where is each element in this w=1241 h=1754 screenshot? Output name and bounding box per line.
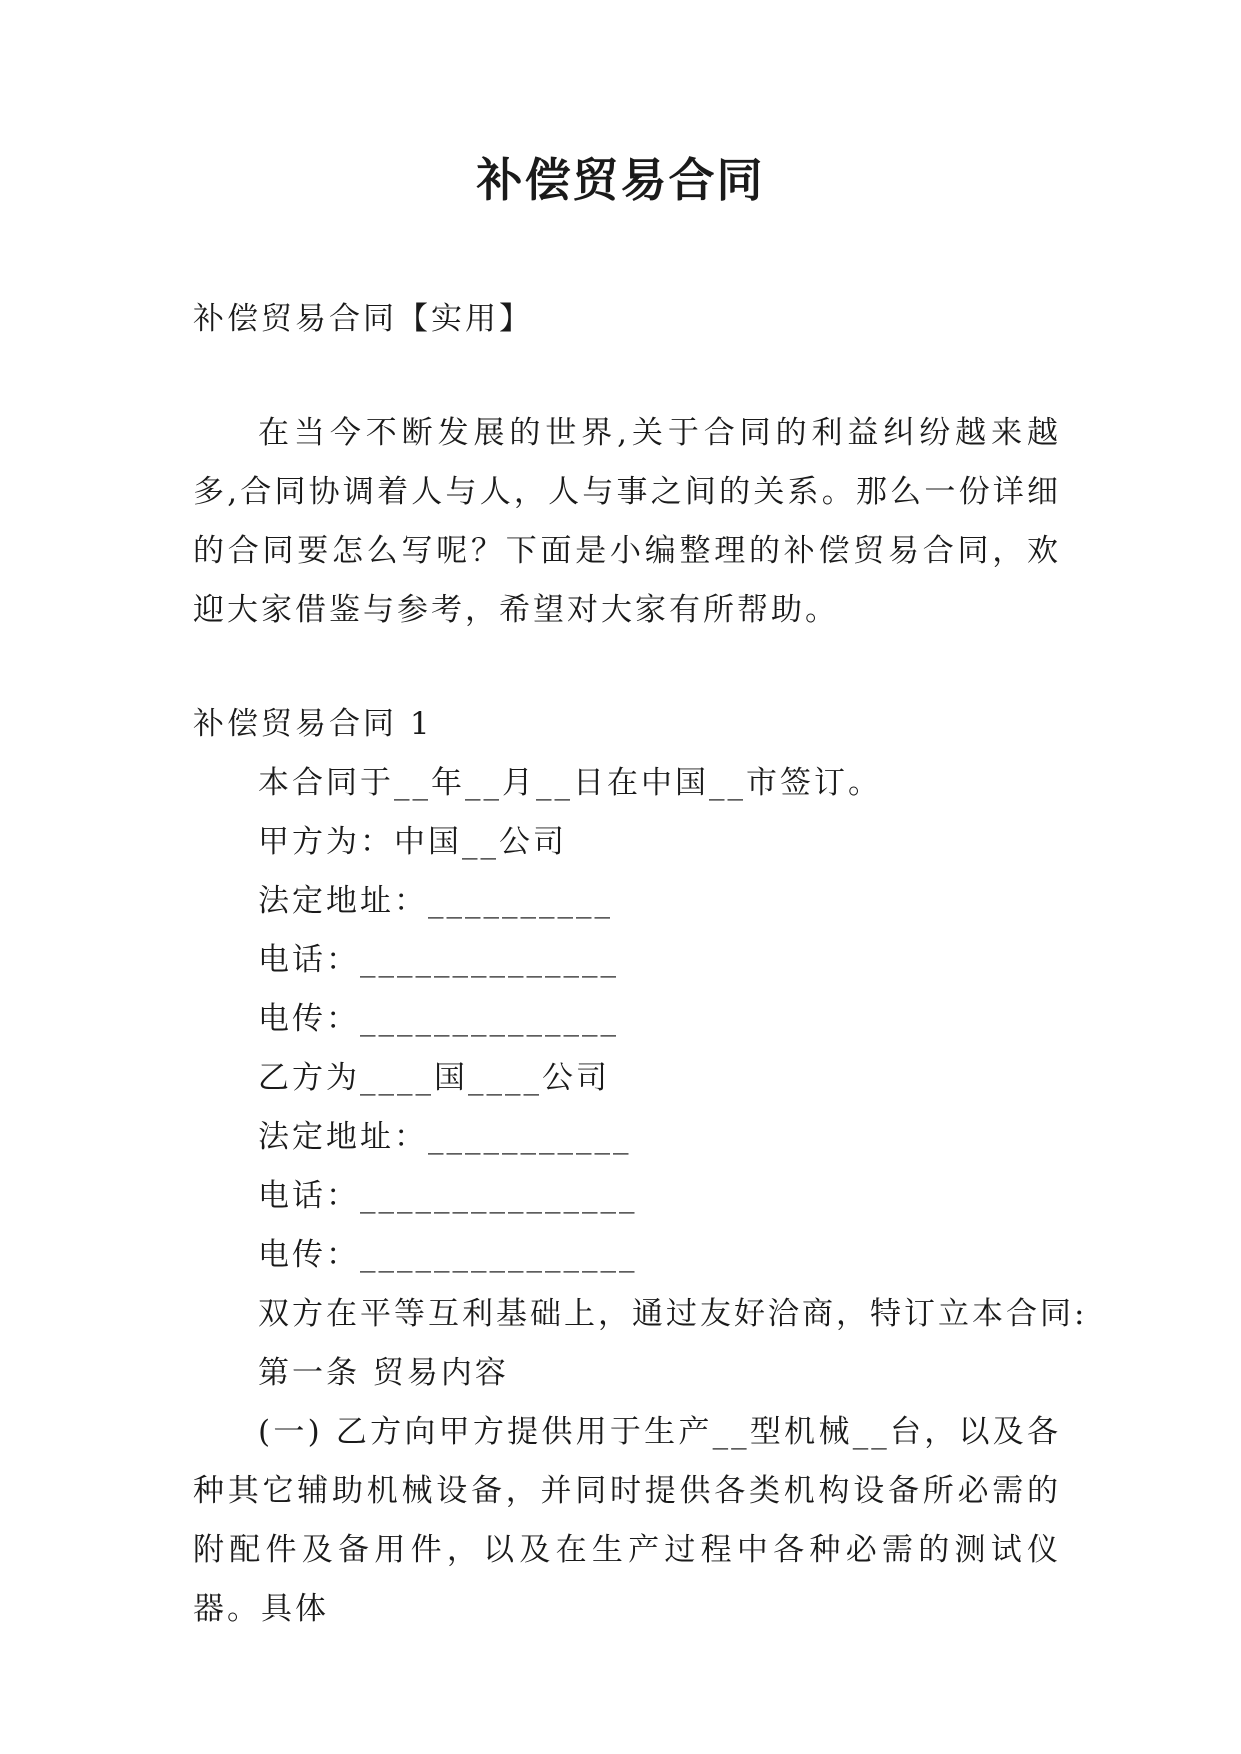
contract-line-party-b-address: 法定地址：___________ [258, 1119, 632, 1155]
contract-line-signing-date: 本合同于__年__月__日在中国__市签订。 [258, 765, 882, 801]
document-subtitle: 补偿贸易合同【实用】 [193, 301, 533, 337]
article-paragraph-1: (一) 乙方向甲方提供用于生产__型机械__台，以及各种其它辅助机械设备，并同时提供各类机构设备所必需的附配件及备用件，以及在生产过程中各种必需的测试仪器。具体 [193, 1414, 1061, 1627]
contract-line-preamble: 双方在平等互利基础上，通过友好洽商，特订立本合同: [258, 1296, 1088, 1332]
contract-line-party-b: 乙方为____国____公司 [258, 1060, 610, 1096]
spacer [193, 640, 1061, 695]
intro-paragraph: 在当今不断发展的世界,关于合同的利益纠纷越来越多,合同协调着人与人，人与事之间的关系。那么一份详细的合同要怎么写呢？下面是小编整理的补偿贸易合同，欢迎大家借鉴与参考，希望对大家有所帮助。 [193, 415, 1061, 628]
spacer [193, 349, 1061, 404]
contract-line-party-a-address: 法定地址：__________ [258, 883, 613, 919]
section-heading: 补偿贸易合同 1 [193, 706, 433, 742]
document-body [193, 290, 1088, 1639]
contract-line-party-a: 甲方为：中国__公司 [258, 824, 567, 860]
document-title: 补偿贸易合同 [476, 153, 765, 207]
contract-line-party-a-phone: 电话：______________ [258, 942, 619, 978]
contract-line-party-b-telex: 电传：_______________ [258, 1237, 638, 1273]
contract-line-party-a-telex: 电传：______________ [258, 1001, 619, 1037]
article-heading: 第一条 贸易内容 [258, 1355, 509, 1391]
contract-line-party-b-phone: 电话：_______________ [258, 1178, 638, 1214]
